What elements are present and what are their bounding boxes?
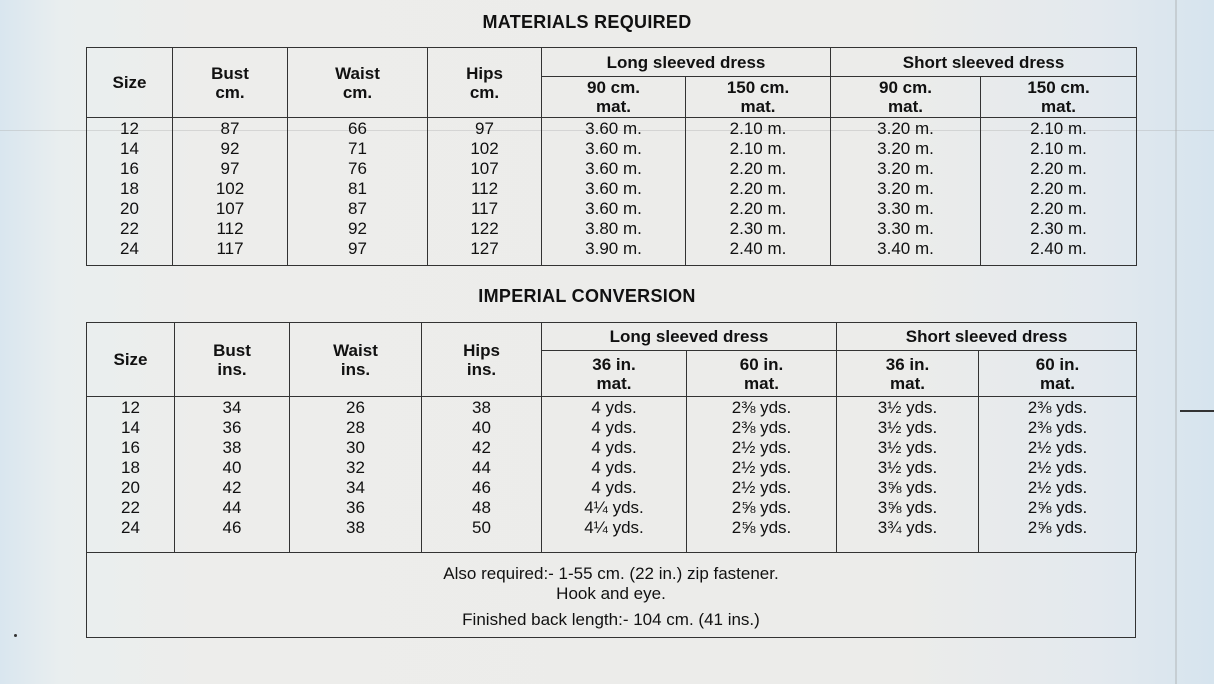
col-header-bust: Bust cm. [173, 48, 288, 118]
table-cell: 2½ yds. [1027, 478, 1088, 497]
table-cell: 38 [472, 398, 491, 417]
long-36-column [542, 397, 687, 553]
table-cell: 102 [470, 139, 499, 158]
table-cell: 3.90 m. [585, 239, 642, 258]
table-cell: 2½ yds. [1027, 458, 1088, 477]
table-cell: 48 [472, 498, 491, 517]
hook-and-eye-note: Hook and eye. [556, 584, 666, 603]
col-header-short-36: 36 in. mat. [837, 351, 979, 397]
table-cell: 36 [346, 498, 365, 517]
table-cell: 2⅝ yds. [1027, 498, 1088, 517]
notes-box [86, 552, 1136, 638]
table-cell: 2½ yds. [731, 438, 792, 457]
table-cell: 3.20 m. [877, 159, 934, 178]
bust-column [175, 397, 290, 553]
col-header-bust: Bust ins. [175, 323, 290, 397]
col-header-long-36: 36 in. mat. [542, 351, 687, 397]
margin-mark [1180, 410, 1214, 412]
table-cell: 107 [215, 199, 245, 218]
table-cell: 46 [222, 518, 242, 537]
table-cell: 92 [348, 219, 367, 238]
table-cell: 2½ yds. [731, 458, 792, 477]
table-cell: 2.10 m. [729, 119, 787, 138]
table-cell: 3½ yds. [877, 438, 938, 457]
table-cell: 3¾ yds. [877, 518, 938, 537]
table-cell: 2⅜ yds. [731, 398, 792, 417]
table-cell: 40 [472, 418, 491, 437]
table-cell: 66 [348, 119, 367, 138]
bust-column [173, 118, 288, 266]
table-cell: 20 [121, 478, 140, 497]
table-cell: 2.10 m. [729, 139, 787, 158]
table-cell: 2⅜ yds. [731, 418, 792, 437]
table-cell: 122 [470, 219, 499, 238]
table-cell: 28 [346, 418, 365, 437]
table-cell: 76 [348, 159, 367, 178]
table-cell: 2⅜ yds. [1027, 398, 1088, 417]
table-cell: 34 [222, 398, 242, 417]
table-cell: 2.20 m. [1030, 159, 1087, 178]
table-cell: 44 [222, 498, 242, 517]
table-cell: 2⅝ yds. [731, 518, 792, 537]
table-cell: 2½ yds. [731, 478, 792, 497]
table-cell: 3⅝ yds. [877, 498, 938, 517]
waist-column [288, 118, 428, 266]
table-cell: 2.20 m. [1030, 179, 1087, 198]
table-cell: 2.10 m. [1030, 119, 1087, 138]
table-cell: 2.20 m. [1030, 199, 1087, 218]
table-cell: 12 [120, 119, 139, 138]
group-header-long-sleeved: Long sleeved dress [542, 323, 837, 351]
table-cell: 42 [472, 438, 491, 457]
short-60-column [979, 397, 1137, 553]
group-header-short-sleeved: Short sleeved dress [837, 323, 1137, 351]
table-cell: 3.60 m. [585, 159, 642, 178]
table-cell: 26 [346, 398, 365, 417]
col-header-hips: Hips ins. [422, 323, 542, 397]
col-header-short-60: 60 in. mat. [979, 351, 1137, 397]
paper-speck [14, 634, 17, 637]
table-cell: 87 [348, 199, 367, 218]
table-cell: 97 [220, 159, 240, 178]
table-cell: 71 [348, 139, 367, 158]
table-cell: 4¼ yds. [584, 518, 644, 537]
table-cell: 4¼ yds. [584, 498, 644, 517]
table-cell: 3.80 m. [585, 219, 642, 238]
table-cell: 38 [222, 438, 242, 457]
table-cell: 2.40 m. [1030, 239, 1087, 258]
table-cell: 102 [215, 179, 245, 198]
table-cell: 2.30 m. [729, 219, 787, 238]
long-90-column [542, 118, 686, 266]
paper-fold [1175, 0, 1177, 684]
table-cell: 3.30 m. [877, 199, 934, 218]
col-header-long-90: 90 cm. mat. [542, 77, 686, 118]
table-cell: 44 [472, 458, 491, 477]
table-cell: 22 [121, 498, 140, 517]
table-cell: 38 [346, 518, 365, 537]
table-cell: 87 [220, 119, 240, 138]
table-cell: 3⅝ yds. [877, 478, 938, 497]
table-cell: 16 [120, 159, 139, 178]
table-cell: 2⅜ yds. [1027, 418, 1088, 437]
table-cell: 81 [348, 179, 367, 198]
col-header-waist: Waist cm. [288, 48, 428, 118]
size-column [87, 397, 175, 553]
long-60-column [687, 397, 837, 553]
table-cell: 2.20 m. [729, 199, 787, 218]
col-header-long-60: 60 in. mat. [687, 351, 837, 397]
table-cell: 18 [120, 179, 139, 198]
table-cell: 16 [121, 438, 140, 457]
table-cell: 3.60 m. [585, 119, 642, 138]
table-cell: 3½ yds. [877, 418, 938, 437]
short-90-column [831, 118, 981, 266]
table-cell: 112 [216, 219, 244, 238]
hips-column [428, 118, 542, 266]
table-cell: 2.40 m. [729, 239, 787, 258]
table-cell: 18 [121, 458, 140, 477]
table-cell: 2⅝ yds. [1027, 518, 1088, 537]
hips-column [422, 397, 542, 553]
col-header-short-150: 150 cm. mat. [981, 77, 1137, 118]
table-cell: 2½ yds. [1027, 438, 1088, 457]
table-cell: 4 yds. [591, 418, 637, 437]
table-cell: 36 [222, 418, 242, 437]
short-36-column [837, 397, 979, 553]
col-header-long-150: 150 cm. mat. [686, 77, 831, 118]
table-cell: 112 [470, 179, 499, 198]
imperial-table [86, 322, 1137, 553]
table-cell: 127 [470, 239, 499, 258]
table-cell: 24 [121, 518, 140, 537]
short-150-column [981, 118, 1137, 266]
table-cell: 4 yds. [591, 478, 637, 497]
table-cell: 3.60 m. [585, 139, 642, 158]
group-header-short-sleeved: Short sleeved dress [831, 48, 1137, 77]
back-length-note: Finished back length:- 104 cm. (41 ins.) [462, 610, 760, 629]
table-cell: 14 [120, 139, 139, 158]
table-cell: 40 [222, 458, 242, 477]
table-cell: 107 [470, 159, 499, 178]
col-header-size: Size [87, 48, 173, 118]
table-cell: 14 [121, 418, 140, 437]
col-header-size: Size [87, 323, 175, 397]
col-header-hips: Hips cm. [428, 48, 542, 118]
size-column [87, 118, 173, 266]
materials-title: MATERIALS REQUIRED [482, 12, 692, 32]
table-cell: 2.20 m. [729, 159, 787, 178]
table-cell: 30 [346, 438, 365, 457]
materials-table [86, 47, 1137, 266]
table-cell: 4 yds. [591, 398, 637, 417]
table-cell: 2.30 m. [1030, 219, 1087, 238]
also-required-note: Also required:- 1-55 cm. (22 in.) zip fastener. [443, 564, 779, 583]
table-cell: 2.10 m. [1030, 139, 1087, 158]
table-cell: 22 [120, 219, 139, 238]
table-cell: 97 [348, 239, 367, 258]
table-cell: 3.30 m. [877, 219, 934, 238]
table-cell: 32 [346, 458, 365, 477]
table-cell: 97 [475, 119, 494, 138]
waist-column [290, 397, 422, 553]
table-cell: 3.60 m. [585, 199, 642, 218]
table-cell: 3.20 m. [877, 179, 934, 198]
table-cell: 2.20 m. [729, 179, 787, 198]
col-header-short-90: 90 cm. mat. [831, 77, 981, 118]
table-cell: 117 [470, 199, 499, 218]
table-cell: 3.40 m. [877, 239, 934, 258]
table-cell: 3.20 m. [877, 119, 934, 138]
table-cell: 117 [216, 239, 244, 258]
group-header-long-sleeved: Long sleeved dress [542, 48, 831, 77]
table-cell: 3½ yds. [877, 398, 938, 417]
table-cell: 2⅝ yds. [731, 498, 792, 517]
table-cell: 50 [472, 518, 491, 537]
table-cell: 4 yds. [591, 438, 637, 457]
table-cell: 92 [220, 139, 240, 158]
table-cell: 24 [120, 239, 139, 258]
table-cell: 46 [472, 478, 491, 497]
col-header-waist: Waist ins. [290, 323, 422, 397]
table-cell: 3.20 m. [877, 139, 934, 158]
table-cell: 42 [222, 478, 242, 497]
table-cell: 3.60 m. [585, 179, 642, 198]
imperial-title: IMPERIAL CONVERSION [478, 286, 696, 306]
table-cell: 12 [121, 398, 140, 417]
table-cell: 4 yds. [591, 458, 637, 477]
table-cell: 20 [120, 199, 139, 218]
table-cell: 3½ yds. [877, 458, 938, 477]
table-cell: 34 [346, 478, 365, 497]
long-150-column [686, 118, 831, 266]
